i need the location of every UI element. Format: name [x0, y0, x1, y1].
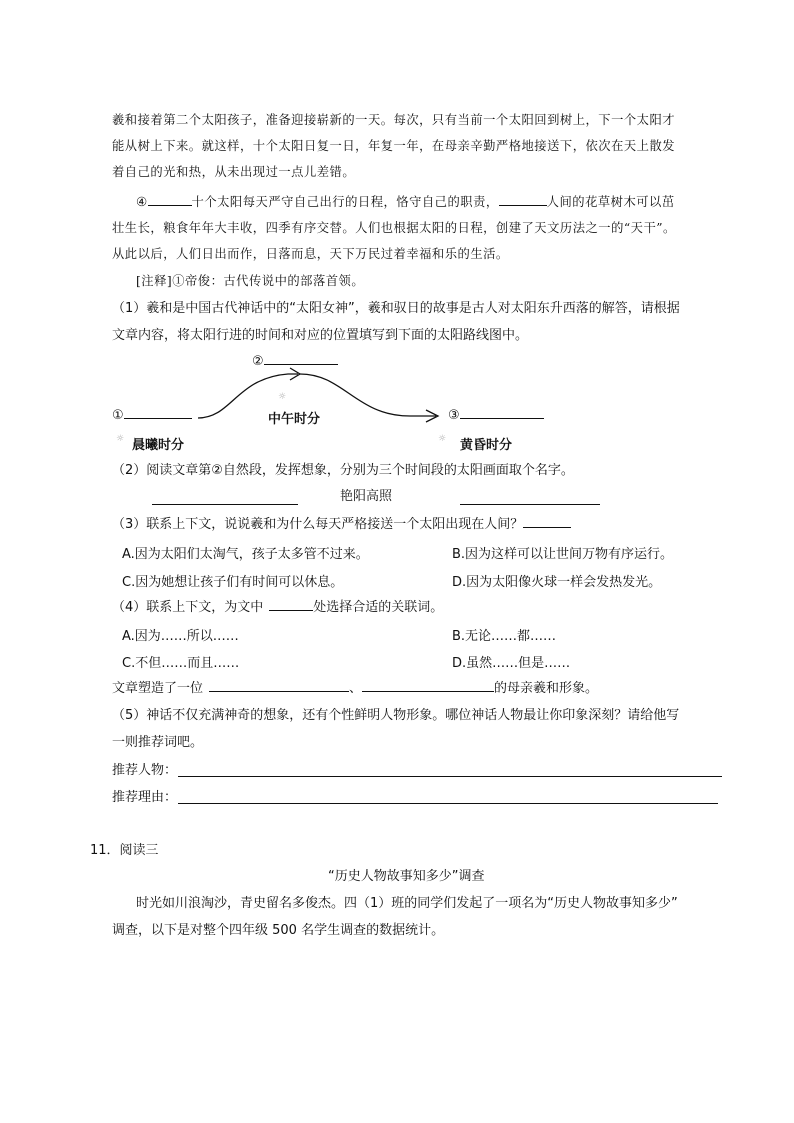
shape-text-a: 文章塑造了一位 [112, 681, 204, 696]
q2-blank-1[interactable] [152, 488, 298, 505]
shape-blank-2[interactable] [362, 691, 494, 692]
diagram-label-1: ① [112, 408, 192, 423]
diagram-label-3: ③ [448, 408, 544, 423]
q5-line-2: 一则推荐词吧。 [112, 735, 204, 750]
diagram-label-2: ② [252, 354, 338, 369]
q5-person-input[interactable] [178, 762, 722, 777]
q4-text-b: 处选择合适的关联词。 [313, 600, 444, 615]
blank-4a[interactable] [148, 205, 192, 206]
story-paragraph-4-line-2: 壮生长，粮食年年大丰收，四季有序交替。人们也根据太阳的日程，创建了天文历法之一的“天干”。 [112, 221, 676, 235]
q5-person-label: 推荐人物： [112, 763, 178, 778]
q4-option-c[interactable]: C.不但……而且…… [122, 656, 240, 671]
q5-line-1: （5）神话不仅充满神奇的想象，还有个性鲜明人物形象。哪位神话人物最让你印象深刻？请给他写 [112, 708, 680, 723]
q5-reason-input[interactable] [178, 789, 718, 804]
shape-blank-1[interactable] [209, 691, 349, 692]
q1-line-1: （1）羲和是中国古代神话中的“太阳女神”，羲和驭日的故事是古人对太阳东升西落的解答，请根据 [112, 301, 680, 316]
story-line-3: 着自己的光和热，从未出现过一点儿差错。 [112, 165, 356, 179]
blank-4b[interactable] [499, 205, 547, 206]
paragraph-marker: ④ [136, 195, 148, 209]
story-paragraph-4-line-1 [136, 193, 675, 211]
sun-path-diagram [112, 352, 552, 452]
q4-option-a[interactable]: A.因为……所以…… [122, 629, 239, 644]
p4-text-a: 十个太阳每天严守自己出行的日程，恪守自己的职责， [191, 195, 499, 209]
story-line-2: 能从树上下来。就这样，十个太阳日复一日，年复一年，在母亲辛勤严格地接送下，依次在天上散发 [112, 139, 676, 153]
q11-line-1: 时光如川浪淘沙，青史留名多俊杰。四（1）班的同学们发起了一项名为“历史人物故事知多少” [136, 896, 678, 911]
q4-question [112, 599, 443, 617]
q3-option-a[interactable]: A.因为太阳们太淘气，孩子太多管不过来。 [122, 547, 369, 562]
q3-option-c[interactable]: C.因为她想让孩子们有时间可以休息。 [122, 575, 344, 590]
story-line-1: 羲和接着第二个太阳孩子，准备迎接崭新的一天。每次，只有当前一个太阳回到树上，下一个太阳才 [112, 113, 676, 127]
q3-option-b[interactable]: B.因为这样可以让世间万物有序运行。 [452, 547, 674, 562]
story-paragraph-4-line-3: 从此以后，人们日出而作，日落而息，天下万民过着幸福和乐的生活。 [112, 247, 509, 261]
q2-text: （2）阅读文章第②自然段，发挥想象，分别为三个时间段的太阳画面取个名字。 [112, 463, 574, 478]
q4-text-a: （4）联系上下文，为文中 [112, 600, 264, 615]
diagram-blank-2[interactable] [264, 364, 338, 365]
afternoon-curve [300, 374, 436, 416]
q3-question [112, 516, 571, 534]
q11-heading: 11．阅读三 [90, 843, 159, 858]
diagram-dawn-label: 晨曦时分 [132, 438, 185, 453]
q4-option-d[interactable]: D.虽然……但是…… [452, 656, 571, 671]
q2-blank-3[interactable] [460, 488, 600, 505]
sun-icon-noon: ☼ [278, 392, 287, 402]
survey-title: “历史人物故事知多少”调查 [328, 869, 485, 884]
q4-shape-line [112, 680, 598, 698]
sun-icon-dawn: ☼ [116, 434, 125, 444]
q5-reason-label: 推荐理由： [112, 790, 178, 805]
q3-answer-blank[interactable] [523, 527, 571, 528]
q1-line-2: 文章内容，将太阳行进的时间和对应的位置填写到下面的太阳路线图中。 [112, 328, 529, 343]
q11-line-2: 调查，以下是对整个四年级 500 名学生调查的数据统计。 [112, 923, 445, 938]
q4-inline-blank[interactable] [269, 610, 313, 611]
q4-option-b[interactable]: B.无论……都…… [452, 629, 557, 644]
p4-text-b: 人间的花草树木可以茁 [546, 195, 675, 209]
diagram-blank-3[interactable] [460, 418, 544, 419]
shape-separator: 、 [349, 681, 363, 696]
q3-option-d[interactable]: D.因为太阳像火球一样会发热发光。 [452, 575, 662, 590]
diagram-dusk-label: 黄昏时分 [460, 438, 513, 453]
shape-text-b: 的母亲羲和形象。 [494, 681, 599, 696]
sun-icon-dusk: ☼ [438, 434, 447, 444]
q2-middle-title: 艳阳高照 [340, 489, 393, 504]
q3-text: （3）联系上下文，说说羲和为什么每天严格接送一个太阳出现在人间？ [112, 517, 524, 532]
diagram-noon-label: 中午时分 [268, 412, 321, 427]
annotation-note: [注释]①帝俊：古代传说中的部落首领。 [136, 274, 365, 288]
diagram-blank-1[interactable] [124, 418, 192, 419]
